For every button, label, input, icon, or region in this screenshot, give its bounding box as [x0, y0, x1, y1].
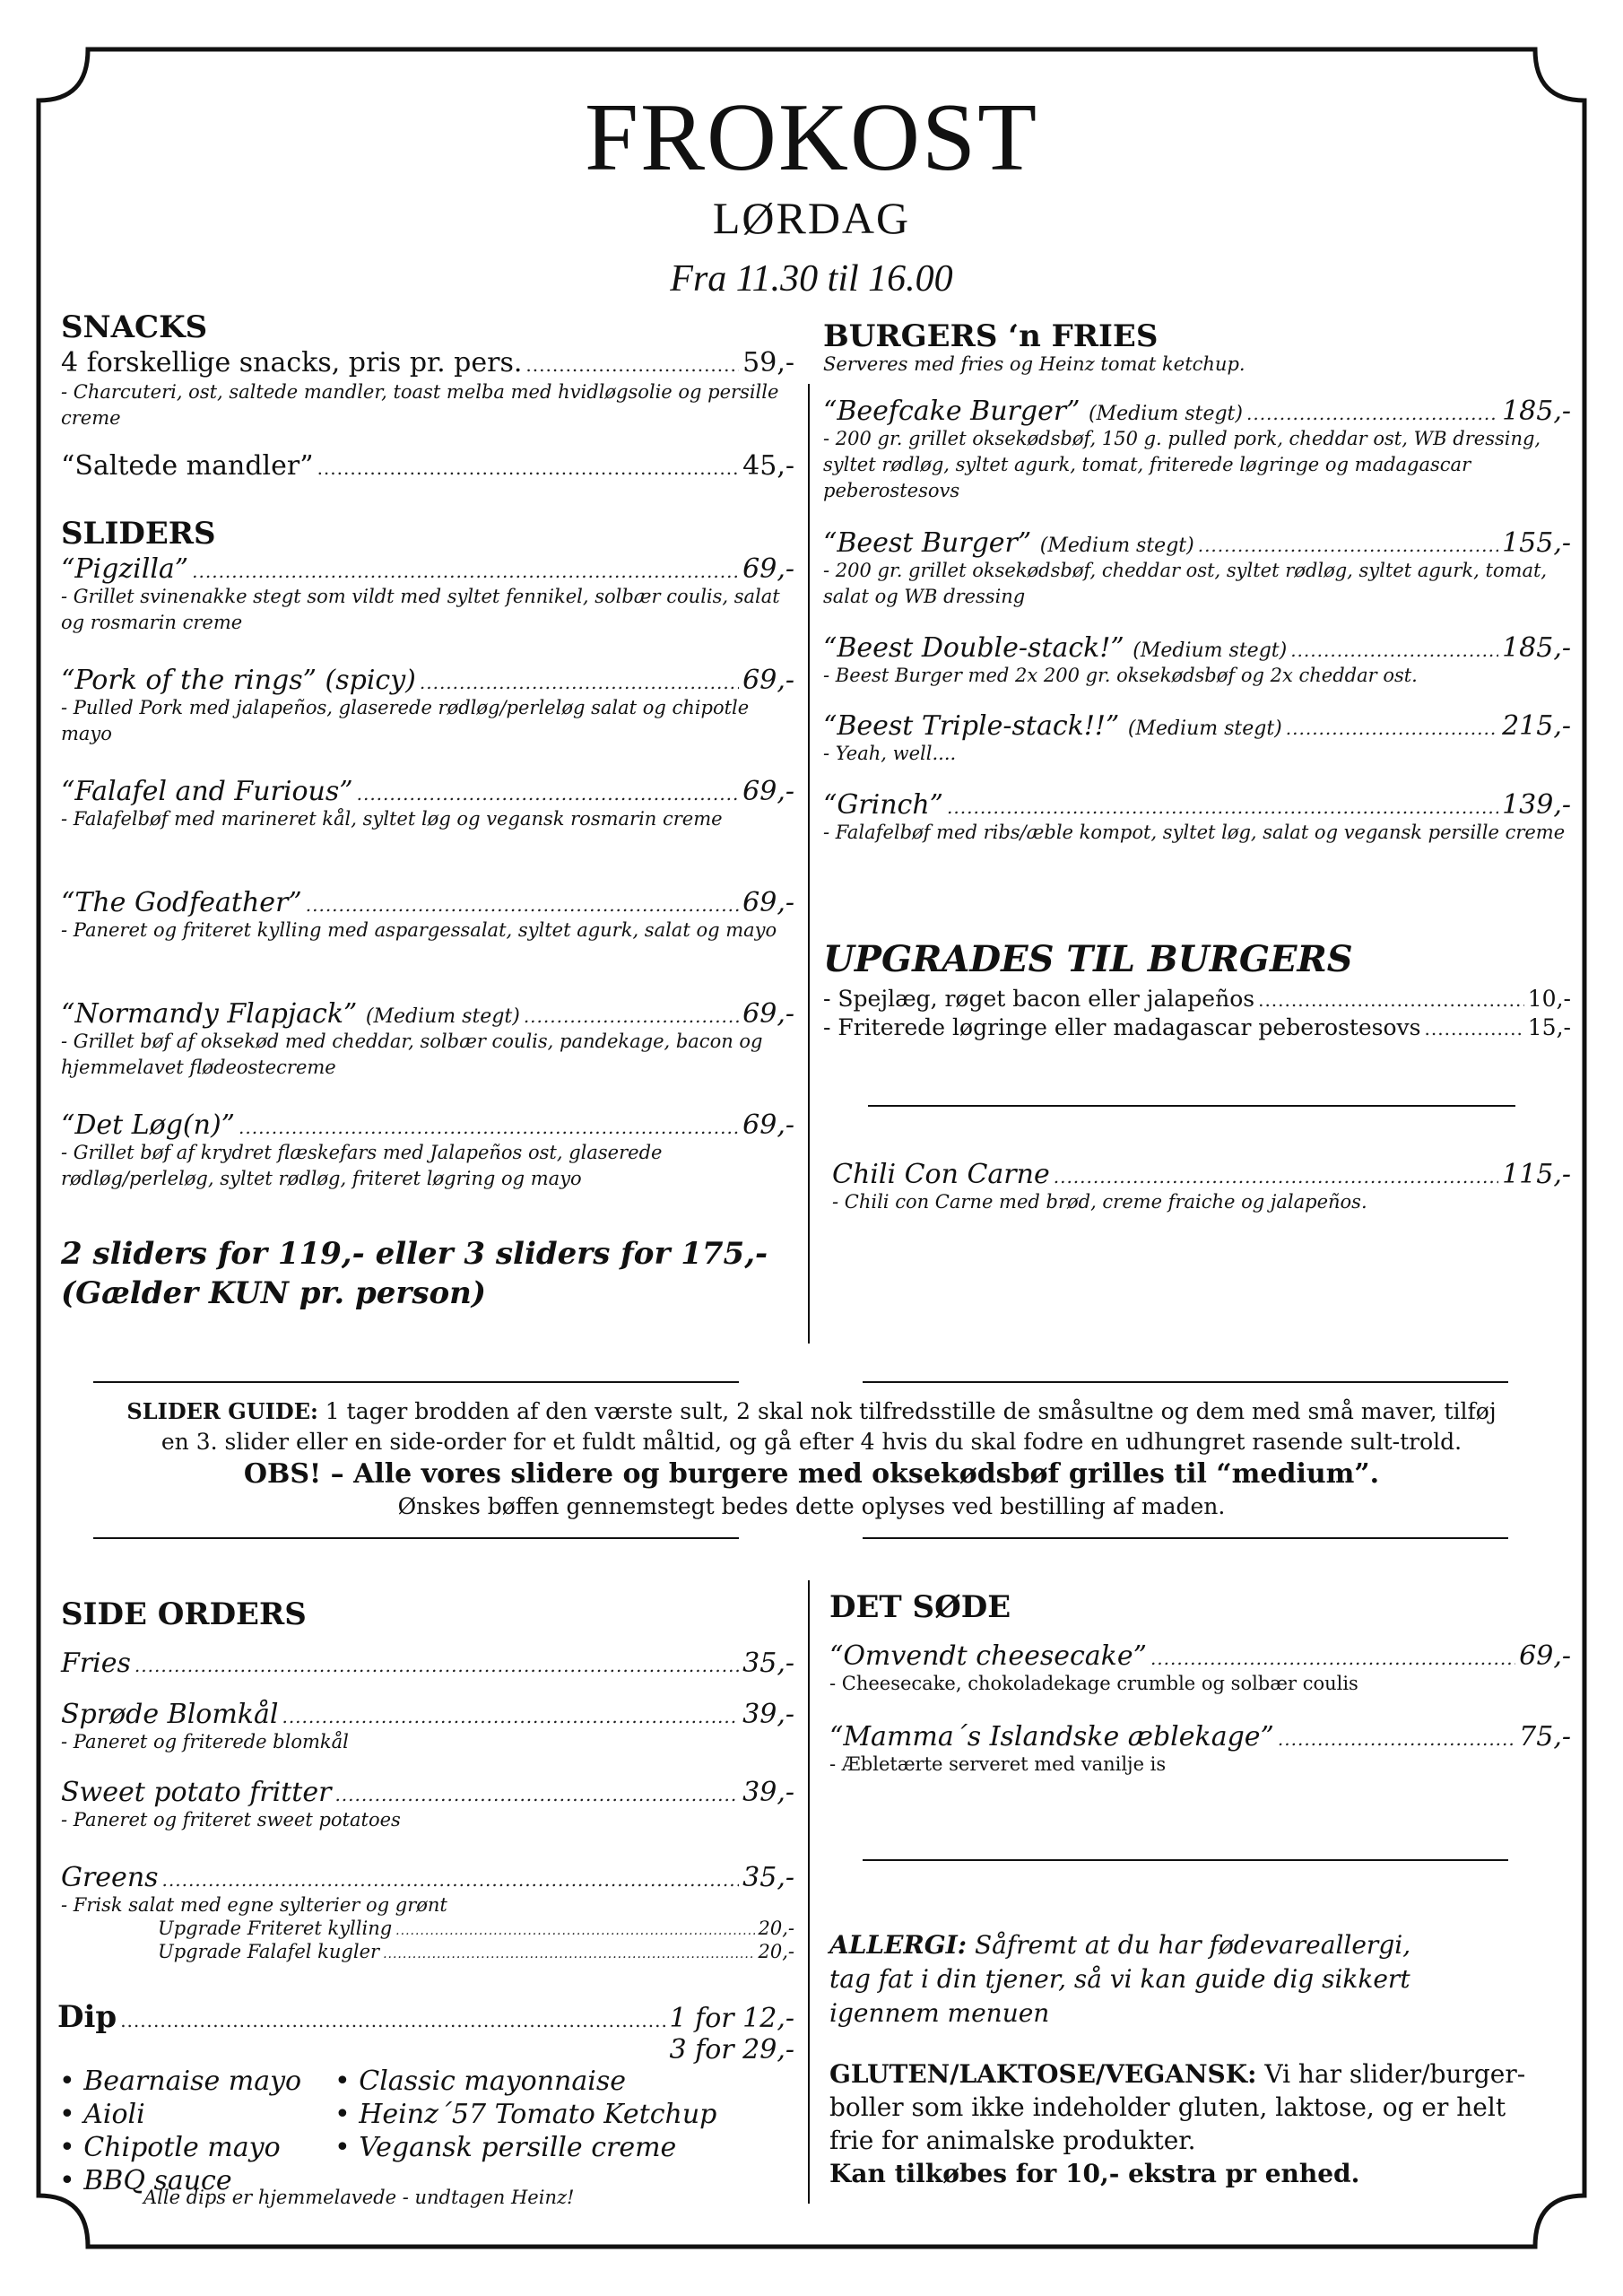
item-price: 69,- [1519, 1640, 1571, 1672]
leader-dots [1258, 990, 1524, 1010]
divider-line [863, 1537, 1508, 1539]
item-price: 215,- [1502, 710, 1571, 742]
dip-item: • Classic mayonnaise [334, 2065, 783, 2098]
menu-item [61, 1110, 794, 1222]
menu-item [61, 1863, 794, 1918]
upgrades-section [823, 938, 1571, 1040]
menu-item [61, 1700, 794, 1778]
menu-item [823, 633, 1571, 711]
leader-dots [357, 784, 740, 804]
dip-section [57, 2001, 794, 2066]
divider-line [93, 1537, 739, 1539]
menu-item [61, 777, 794, 888]
leader-dots [524, 1006, 739, 1026]
item-name: “Pigzilla” [61, 553, 189, 585]
item-description: - Beest Burger med 2x 200 gr. oksekødsbøf og 2x cheddar ost. [823, 665, 1418, 686]
leader-dots [1290, 640, 1498, 660]
menu-item [823, 396, 1571, 528]
upgrade-item [823, 1015, 1571, 1040]
dip-list [334, 2065, 783, 2164]
leader-dots [317, 458, 740, 478]
item-price: 69,- [742, 553, 794, 585]
divider-line [863, 1859, 1508, 1861]
item-price: 20,- [758, 1918, 794, 1939]
menu-item [823, 711, 1571, 790]
divider-line [93, 1381, 739, 1383]
item-price: 75,- [1519, 1721, 1571, 1752]
menu-item [61, 1778, 794, 1863]
slider-guide-label: SLIDER GUIDE: [126, 1398, 318, 1424]
allergy-text: tag fat i din tjener, så vi kan guide dig sikkert [829, 1964, 1410, 1994]
menu-item [829, 1641, 1571, 1722]
gluten-text: boller som ikke indeholder gluten, laktose, og er helt [829, 2092, 1506, 2122]
gluten-note [829, 2057, 1571, 2190]
item-name: “Beefcake Burger” [823, 396, 1081, 427]
sliders-deal-note: (Gælder KUN pr. person) [61, 1275, 486, 1311]
item-description: - Charcuteri, ost, saltede mandler, toast melba med hvidløgsolie og persille creme [61, 381, 779, 429]
item-price: 185,- [1502, 396, 1571, 427]
sides-section [61, 1596, 794, 1963]
item-price: 115,- [1502, 1159, 1571, 1190]
dip-item: • Chipotle mayo [59, 2131, 346, 2164]
item-price: 59,- [742, 347, 794, 378]
leader-dots [1054, 1167, 1498, 1187]
item-name: Greens [61, 1862, 159, 1893]
leader-dots [525, 355, 739, 375]
menu-item [61, 348, 794, 378]
dip-list [59, 2065, 346, 2197]
item-price: 69,- [742, 1109, 794, 1141]
item-description: - Falafelbøf med marineret kål, syltet løg og vegansk rosmarin creme [61, 808, 723, 830]
item-qualifier: (Medium stegt) [1039, 535, 1194, 557]
leader-dots [420, 673, 739, 692]
item-name: “Det Løg(n)” [61, 1109, 235, 1141]
item-name: “Mamma´s Islandske æblekage” [829, 1721, 1274, 1752]
dip-item: • Heinz´57 Tomato Ketchup [334, 2098, 783, 2131]
leader-dots [306, 895, 739, 915]
dip-price: 1 for 12,- [669, 2003, 794, 2034]
burgers-heading: BURGERS ‘n FRIES [823, 318, 1159, 354]
item-qualifier: (Medium stegt) [365, 1005, 520, 1028]
item-name: 4 forskellige snacks, pris pr. pers. [61, 347, 523, 378]
item-price: 185,- [1502, 632, 1571, 664]
item-description: - Yeah, well.... [823, 743, 957, 764]
allergy-text: igennem menuen [829, 1998, 1050, 2028]
column-divider [808, 1580, 810, 2204]
menu-title: FROKOST [584, 84, 1039, 191]
menu-item [61, 888, 794, 999]
item-price: 35,- [742, 1648, 794, 1679]
dip-footnote: Alle dips er hjemmelavede - undtagen Heinz! [143, 2187, 575, 2208]
menu-day: LØRDAG [712, 193, 911, 243]
sides-heading: SIDE ORDERS [61, 1596, 307, 1632]
item-price: 139,- [1502, 789, 1571, 821]
gluten-text: frie for animalske produkter. [829, 2126, 1196, 2155]
item-name: “Falafel and Furious” [61, 776, 353, 807]
leader-dots [395, 1925, 754, 1938]
menu-item [823, 528, 1571, 633]
item-price: 35,- [742, 1862, 794, 1893]
gluten-text: Vi har slider/burger- [1256, 2059, 1526, 2089]
item-name: “Beest Double-stack!” [823, 632, 1124, 664]
column-divider [808, 384, 810, 1344]
item-name: “Saltede mandler” [61, 450, 314, 482]
item-description: - Grillet bøf af oksekød med cheddar, solbær coulis, pandekage, bacon og hjemmelavet flødeostecreme [61, 1031, 763, 1078]
menu-hours: Fra 11.30 til 16.00 [670, 258, 953, 300]
menu-item [61, 999, 794, 1110]
leader-dots [1198, 535, 1498, 555]
item-qualifier: (Medium stegt) [1133, 639, 1288, 662]
item-qualifier: (Medium stegt) [1127, 718, 1282, 740]
item-description: - Chili con Carne med brød, creme fraiche og jalapeños. [832, 1191, 1367, 1213]
slider-guide-text: en 3. slider eller en side-order for et fuldt måltid, og gå efter 4 hvis du skal fodre en udhungret rasende sult-trold. [161, 1429, 1462, 1455]
item-name: Upgrade Falafel kugler [158, 1941, 380, 1963]
menu-item [61, 554, 794, 665]
dessert-section [829, 1589, 1571, 1778]
item-price: 69,- [742, 665, 794, 696]
item-description: - Paneret og friteret sweet potatoes [61, 1809, 401, 1831]
menu-item [823, 790, 1571, 895]
menu-item [61, 665, 794, 777]
dip-label: Dip [57, 1999, 117, 2035]
leader-dots [947, 797, 1498, 817]
leader-dots [1425, 1019, 1524, 1039]
item-description: - 200 gr. grillet oksekødsbøf, cheddar ost, syltet rødløg, syltet agurk, tomat, salat og WB dressing [823, 560, 1548, 607]
item-name: Sweet potato fritter [61, 1777, 332, 1808]
greens-upgrades [158, 1918, 794, 1962]
item-description: - Pulled Pork med jalapeños, glaserede rødløg/perleløg salat og chipotle mayo [61, 697, 750, 744]
burgers-section [823, 318, 1571, 895]
menu-item [61, 451, 794, 481]
item-name: “Beest Burger” [823, 527, 1032, 559]
dip-price: 3 for 29,- [669, 2034, 794, 2066]
sliders-deal: 2 sliders for 119,- eller 3 sliders for 175,- [61, 1236, 768, 1272]
leader-dots [239, 1118, 739, 1137]
snacks-section [61, 309, 794, 482]
leader-dots [1246, 404, 1498, 423]
item-description: - Cheesecake, chokoladekage crumble og solbær coulis [829, 1673, 1358, 1694]
leader-dots [192, 561, 739, 581]
snacks-heading: SNACKS [61, 309, 208, 345]
slider-guide [54, 1396, 1569, 1522]
item-description: - 200 gr. grillet oksekødsbøf, 150 g. pulled pork, cheddar ost, WB dressing, syltet rødløg, syltet agurk, tomat, friterede løgringe og madagascar peberostesovs [823, 428, 1541, 501]
item-price: 45,- [742, 450, 794, 482]
item-name: “Grinch” [823, 789, 944, 821]
item-name: “Beest Triple-stack!!” [823, 710, 1120, 742]
obs-note: OBS! – Alle vores slidere og burgere med oksekødsbøf grilles til “medium”. [243, 1458, 1380, 1490]
menu-item [829, 1722, 1571, 1778]
item-price: 155,- [1502, 527, 1571, 559]
gluten-price-note: Kan tilkøbes for 10,- ekstra pr enhed. [829, 2159, 1360, 2188]
leader-dots [383, 1948, 754, 1961]
item-name: Sprøde Blomkål [61, 1699, 279, 1730]
item-name: “Pork of the rings” (spicy) [61, 665, 416, 696]
upgrades-heading: UPGRADES TIL BURGERS [823, 938, 1353, 980]
item-qualifier: (Medium stegt) [1089, 403, 1243, 425]
item-name: Upgrade Friteret kylling [158, 1918, 393, 1939]
item-price: 10,- [1527, 986, 1571, 1012]
allergy-text: Såfremt at du har fødevareallergi, [967, 1930, 1411, 1960]
item-description: - Frisk salat med egne sylterier og grønt [61, 1894, 447, 1916]
burgers-subheading: Serveres med fries og Heinz tomat ketchup. [823, 353, 1245, 375]
item-price: 69,- [742, 776, 794, 807]
item-name: - Friterede løgringe eller madagascar peberostesovs [823, 1013, 1421, 1040]
leader-dots [1286, 718, 1498, 738]
item-description: - Paneret og friteret kylling med aspargessalat, syltet agurk, salat og mayo [61, 919, 777, 941]
item-name: Fries [61, 1648, 131, 1679]
leader-dots [1150, 1648, 1515, 1668]
item-description: - Grillet svinenakke stegt som vildt med syltet fennikel, solbær coulis, salat og rosmarin creme [61, 586, 780, 633]
dip-item: • Bearnaise mayo [59, 2065, 346, 2098]
item-description: - Æbletærte serveret med vanilje is [829, 1753, 1167, 1775]
gluten-label: GLUTEN/LAKTOSE/VEGANSK: [829, 2059, 1257, 2089]
allergy-label: ALLERGI: [829, 1930, 968, 1960]
item-price: 15,- [1527, 1013, 1571, 1040]
divider-line [863, 1381, 1508, 1383]
item-name: “Omvendt cheesecake” [829, 1640, 1147, 1672]
item-price: 69,- [742, 887, 794, 918]
allergy-note [829, 1928, 1571, 2031]
dip-item: • Vegansk persille creme [334, 2131, 783, 2164]
obs-subnote: Ønskes bøffen gennemstegt bedes dette oplyses ved bestilling af maden. [397, 1493, 1226, 1519]
leader-dots [1278, 1729, 1515, 1749]
leader-dots [162, 1870, 740, 1890]
item-description: - Grillet bøf af krydret flæskefars med Jalapeños ost, glaserede rødløg/perleløg, syltet rødløg, friteret løgring og mayo [61, 1142, 663, 1189]
leader-dots [135, 1656, 739, 1675]
sliders-section [61, 518, 794, 1313]
sliders-heading: SLIDERS [61, 516, 216, 552]
dessert-heading: DET SØDE [829, 1589, 1011, 1625]
chili-item [832, 1160, 1571, 1215]
item-name: Chili Con Carne [832, 1159, 1050, 1190]
item-description: - Paneret og friterede blomkål [61, 1731, 349, 1752]
dip-item: • Aioli [59, 2098, 346, 2131]
upgrade-item [823, 987, 1571, 1012]
leader-dots [282, 1707, 739, 1726]
slider-guide-text: 1 tager brodden af den værste sult, 2 skal nok tilfredsstille de småsultne og dem med små maver, tilføj [317, 1398, 1497, 1424]
item-price: 39,- [742, 1777, 794, 1808]
item-price: 39,- [742, 1699, 794, 1730]
item-price: 69,- [742, 998, 794, 1030]
leader-dots [120, 2011, 665, 2031]
divider-line [868, 1105, 1515, 1107]
leader-dots [334, 1785, 739, 1805]
item-price: 20,- [758, 1941, 794, 1963]
item-name: “Normandy Flapjack” [61, 998, 358, 1030]
dip-item: • BBQ sauce [59, 2164, 346, 2197]
item-description: - Falafelbøf med ribs/æble kompot, syltet løg, salat og vegansk persille creme [823, 822, 1566, 843]
item-name: “The Godfeather” [61, 887, 302, 918]
item-name: - Spejlæg, røget bacon eller jalapeños [823, 986, 1255, 1012]
menu-item [61, 1648, 794, 1700]
